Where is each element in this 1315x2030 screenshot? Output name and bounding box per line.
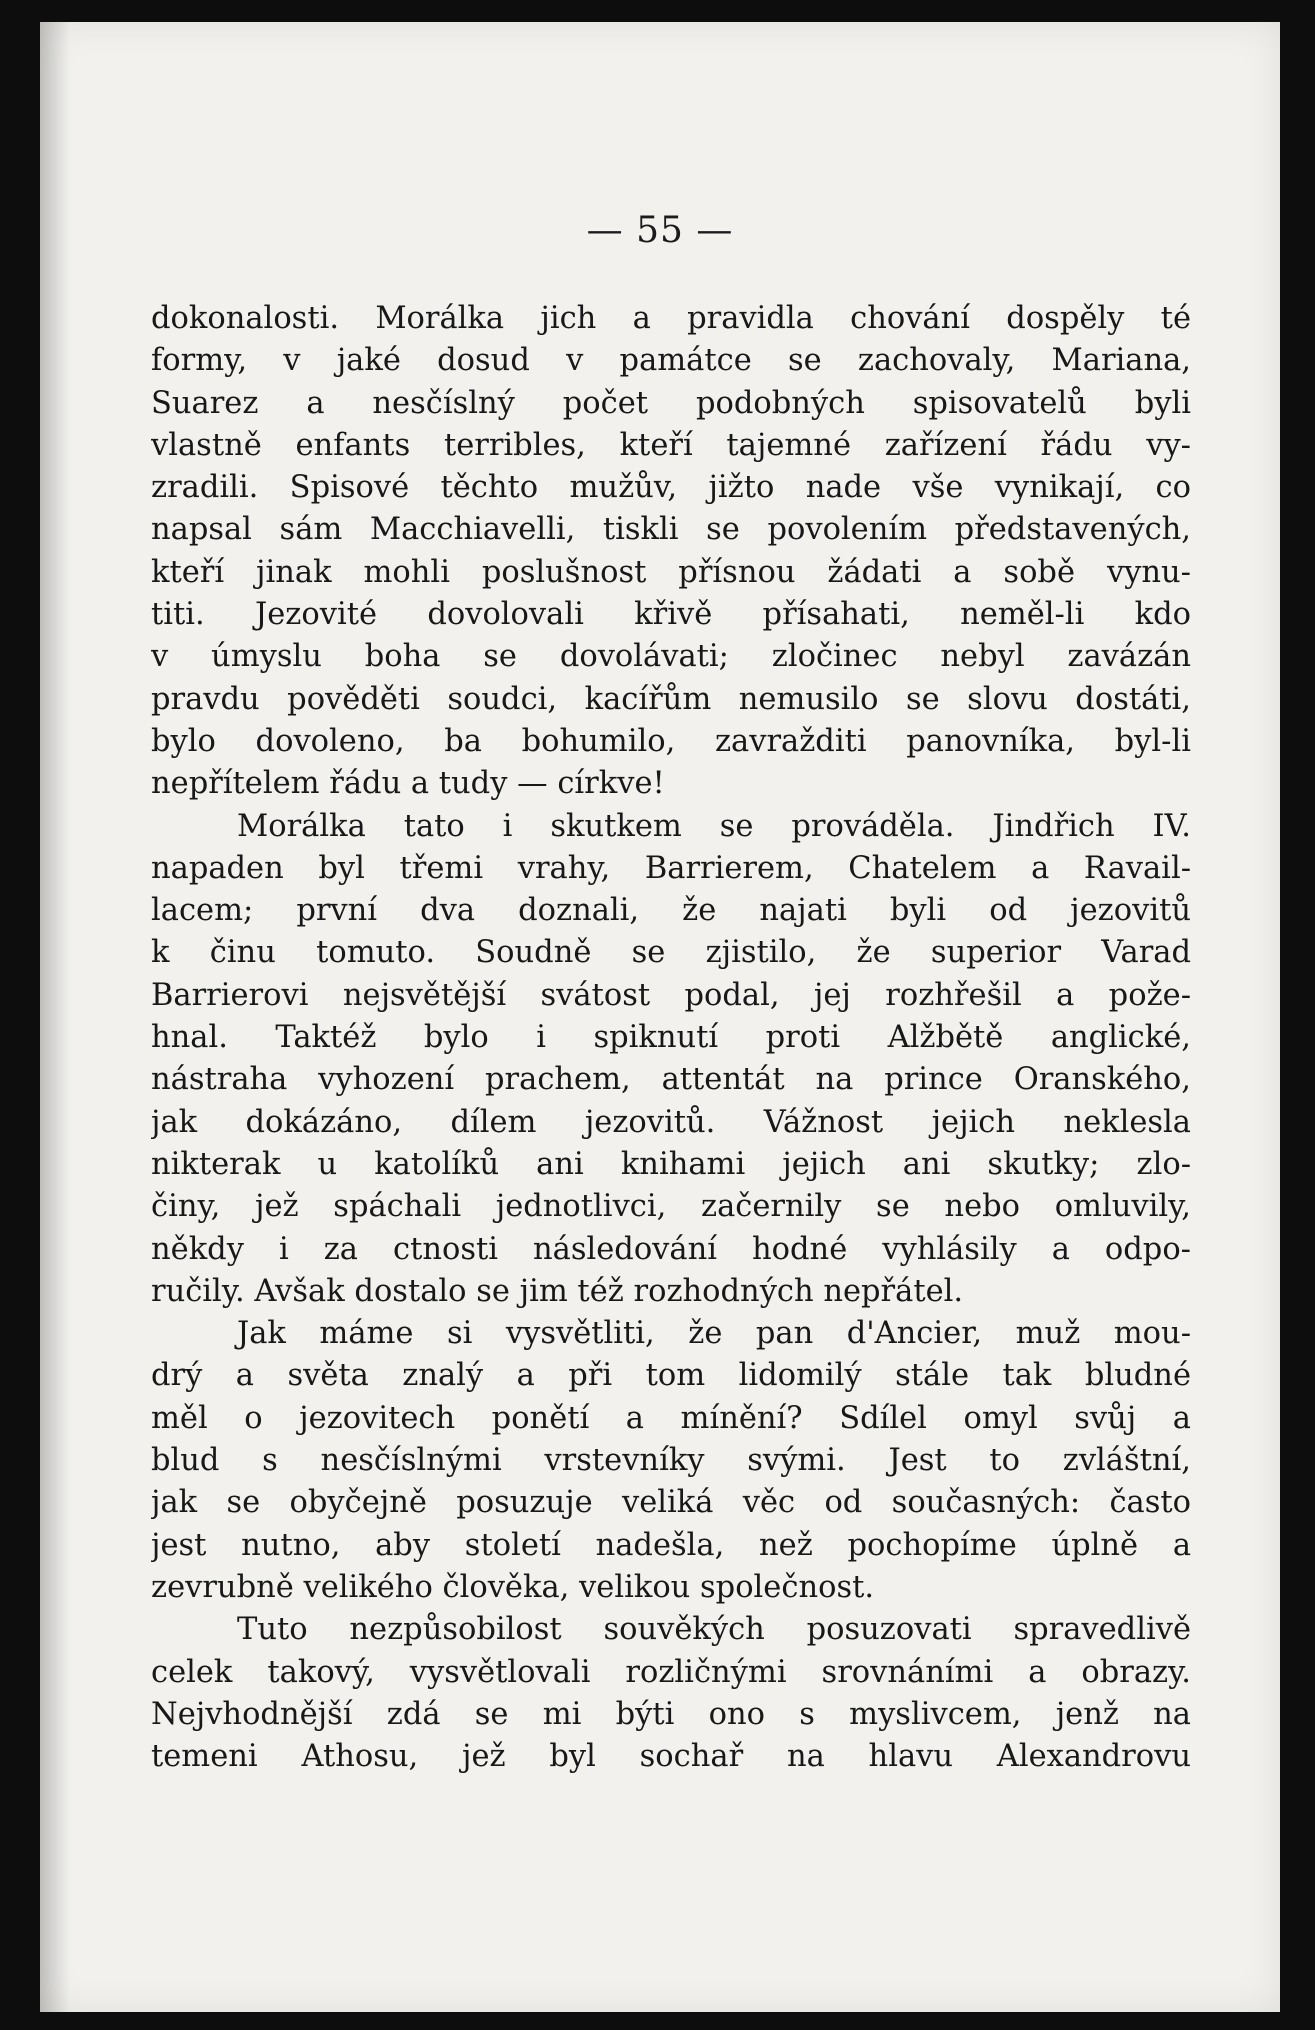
text-line: k činu tomuto. Soudně se zjistilo, že superior Varad: [151, 935, 1191, 971]
text-line: zevrubně velikého člověka, velikou společnost.: [151, 1569, 875, 1605]
body-text: [151, 298, 1191, 1778]
text-line: blud s nesčíslnými vrstevníky svými. Jest to zvláštní,: [151, 1443, 1191, 1479]
text-line: temeni Athosu, jež byl sochař na hlavu Alexandrovu: [151, 1739, 1191, 1775]
text-line: celek takový, vysvětlovali rozličnými srovnáními a obrazy.: [151, 1654, 1191, 1690]
text-line: činy, jež spáchali jednotlivci, začernily se nebo omluvily,: [151, 1189, 1191, 1225]
text-line: Jak máme si vysvětliti, že pan d'Ancier, muž mou-: [237, 1316, 1191, 1352]
book-page: [40, 22, 1280, 2012]
text-line: nikterak u katolíků ani knihami jejich ani skutky; zlo-: [151, 1146, 1191, 1182]
text-line: pravdu pověděti soudci, kacířům nemusilo se slovu dostáti,: [151, 681, 1191, 717]
text-line: hnal. Taktéž bylo i spiknutí proti Alžbětě anglické,: [151, 1020, 1191, 1056]
text-line: napaden byl třemi vrahy, Barrierem, Chatelem a Ravail-: [151, 850, 1191, 886]
text-line: Nejvhodnější zdá se mi býti ono s myslivcem, jenž na: [151, 1696, 1191, 1732]
text-line: ručily. Avšak dostalo se jim též rozhodných nepřátel.: [151, 1273, 964, 1309]
text-line: Barrierovi nejsvětější svátost podal, jej rozhřešil a pože-: [151, 977, 1191, 1013]
text-line: napsal sám Macchiavelli, tiskli se povolením představených,: [151, 512, 1191, 548]
text-line: vlastně enfants terribles, kteří tajemné zařízení řádu vy-: [151, 427, 1191, 463]
text-line: nástraha vyhození prachem, attentát na prince Oranského,: [151, 1062, 1191, 1098]
page-number: — 55 —: [586, 210, 734, 251]
text-line: kteří jinak mohli poslušnost přísnou žádati a sobě vynu-: [151, 554, 1191, 590]
text-line: měl o jezovitech ponětí a mínění? Sdílel omyl svůj a: [151, 1400, 1191, 1436]
text-line: jak se obyčejně posuzuje veliká věc od současných: často: [151, 1485, 1191, 1521]
text-line: Suarez a nesčíslný počet podobných spisovatelů byli: [151, 385, 1191, 421]
text-line: Tuto nezpůsobilost souvěkých posuzovati spravedlivě: [237, 1612, 1191, 1648]
text-line: dokonalosti. Morálka jich a pravidla chování dospěly té: [151, 301, 1191, 336]
text-line: v úmyslu boha se dovolávati; zločinec nebyl zavázán: [151, 639, 1191, 675]
text-line: nepřítelem řádu a tudy — církve!: [151, 766, 665, 802]
text-line: zradili. Spisové těchto mužův, jižto nade vše vynikají, co: [151, 470, 1191, 506]
text-line: titi. Jezovité dovolovali křivě přísahati, neměl-li kdo: [151, 597, 1191, 633]
text-line: někdy i za ctnosti následování hodné vyhlásily a odpo-: [151, 1231, 1191, 1267]
text-line: Morálka tato i skutkem se prováděla. Jindřich IV.: [237, 808, 1191, 844]
text-line: drý a světa znalý a při tom lidomilý stále tak bludné: [151, 1358, 1191, 1394]
text-line: lacem; první dva doznali, že najati byli od jezovitů: [151, 893, 1191, 929]
page-gutter-shadow: [40, 22, 70, 2012]
text-line: jest nutno, aby století nadešla, než pochopíme úplně a: [151, 1527, 1191, 1563]
text-line: jak dokázáno, dílem jezovitů. Vážnost jejich neklesla: [151, 1104, 1191, 1140]
text-line: formy, v jaké dosud v památce se zachovaly, Mariana,: [151, 343, 1191, 379]
text-line: bylo dovoleno, ba bohumilo, zavražditi panovníka, byl-li: [151, 723, 1191, 759]
